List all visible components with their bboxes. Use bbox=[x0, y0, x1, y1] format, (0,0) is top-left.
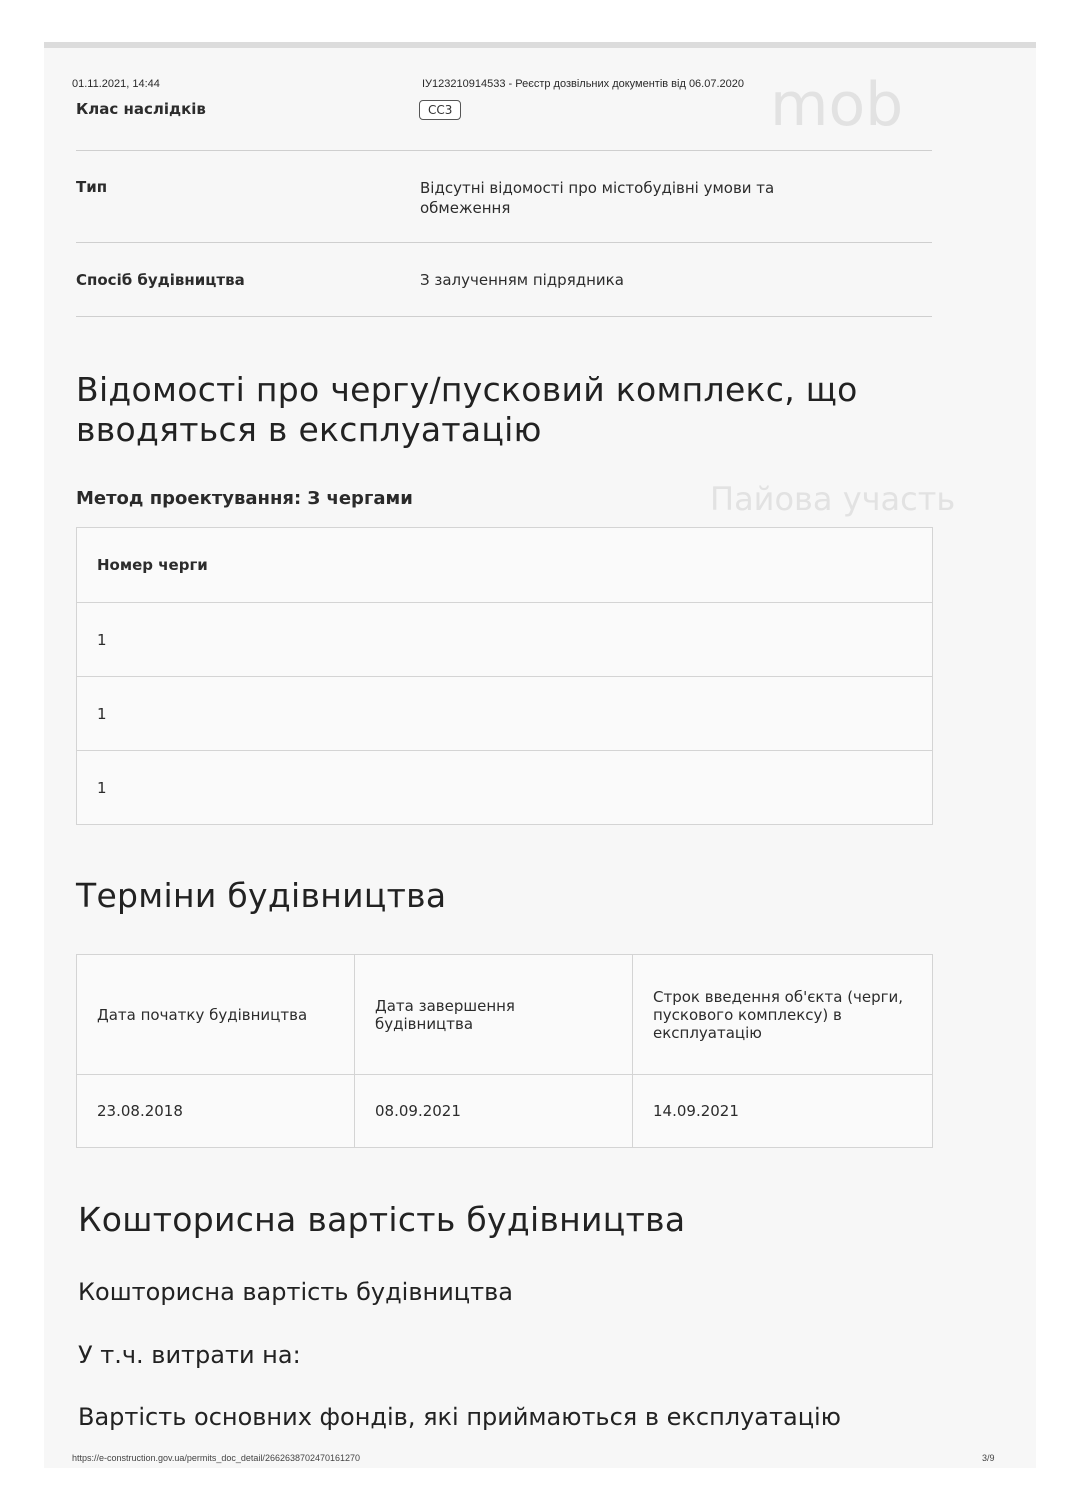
table-header-row bbox=[77, 528, 933, 603]
terms-section-title: Терміни будівництва bbox=[76, 876, 447, 915]
divider bbox=[76, 150, 932, 151]
fixed-assets-label: Вартість основних фондів, які приймаються в експлуатацію bbox=[78, 1403, 841, 1431]
end-date-value: 08.09.2021 bbox=[355, 1075, 633, 1148]
table-header-row bbox=[77, 955, 933, 1075]
field-label-consequence-class: Клас наслідків bbox=[76, 100, 206, 118]
field-label-type: Тип bbox=[76, 178, 108, 196]
queue-number-cell: 1 bbox=[77, 751, 933, 825]
field-value-type: Відсутні відомості про містобудівні умови та обмеження bbox=[420, 179, 775, 217]
print-datetime: 01.11.2021, 14:44 bbox=[72, 78, 160, 90]
queue-number-cell: 1 bbox=[77, 677, 933, 751]
terms-table bbox=[76, 954, 933, 1148]
header-start-date: Дата початку будівництва bbox=[77, 955, 355, 1075]
page-number: 3/9 bbox=[982, 1453, 995, 1463]
show-through-logo: mob bbox=[770, 70, 904, 140]
table-row bbox=[77, 603, 933, 677]
start-date-value: 23.08.2018 bbox=[77, 1075, 355, 1148]
field-label-construction-method: Спосіб будівництва bbox=[76, 271, 245, 289]
divider bbox=[76, 242, 932, 243]
design-method: Метод проектування: З чергами bbox=[76, 488, 413, 509]
table-row bbox=[77, 677, 933, 751]
divider bbox=[76, 316, 932, 317]
document-title: ІУ123210914533 - Реєстр дозвільних документів від 06.07.2020 bbox=[422, 78, 744, 90]
cost-section-title: Кошторисна вартість будівництва bbox=[78, 1200, 686, 1239]
header-end-date: Дата завершення будівництва bbox=[355, 955, 633, 1075]
including-costs-label: У т.ч. витрати на: bbox=[78, 1341, 301, 1369]
table-row bbox=[77, 751, 933, 825]
consequence-class-badge: СС3 bbox=[419, 100, 461, 120]
queue-section-title: Відомості про чергу/пусковий комплекс, що вводяться в експлуатацію bbox=[76, 370, 858, 449]
table-header-queue-number: Номер черги bbox=[77, 528, 933, 603]
show-through-heading: Пайова участь bbox=[710, 480, 956, 518]
table-row bbox=[77, 1075, 933, 1148]
field-value-construction-method: З залученням підрядника bbox=[420, 271, 624, 289]
queue-number-cell: 1 bbox=[77, 603, 933, 677]
header-commissioning-date: Строк введення об'єкта (черги, пускового комплексу) в експлуатацію bbox=[633, 955, 933, 1075]
cost-subtitle: Кошторисна вартість будівництва bbox=[78, 1278, 513, 1306]
queue-table bbox=[76, 527, 933, 825]
commissioning-date-value: 14.09.2021 bbox=[633, 1075, 933, 1148]
footer-url: https://e-construction.gov.ua/permits_doc_detail/2662638702470161270 bbox=[72, 1453, 361, 1463]
